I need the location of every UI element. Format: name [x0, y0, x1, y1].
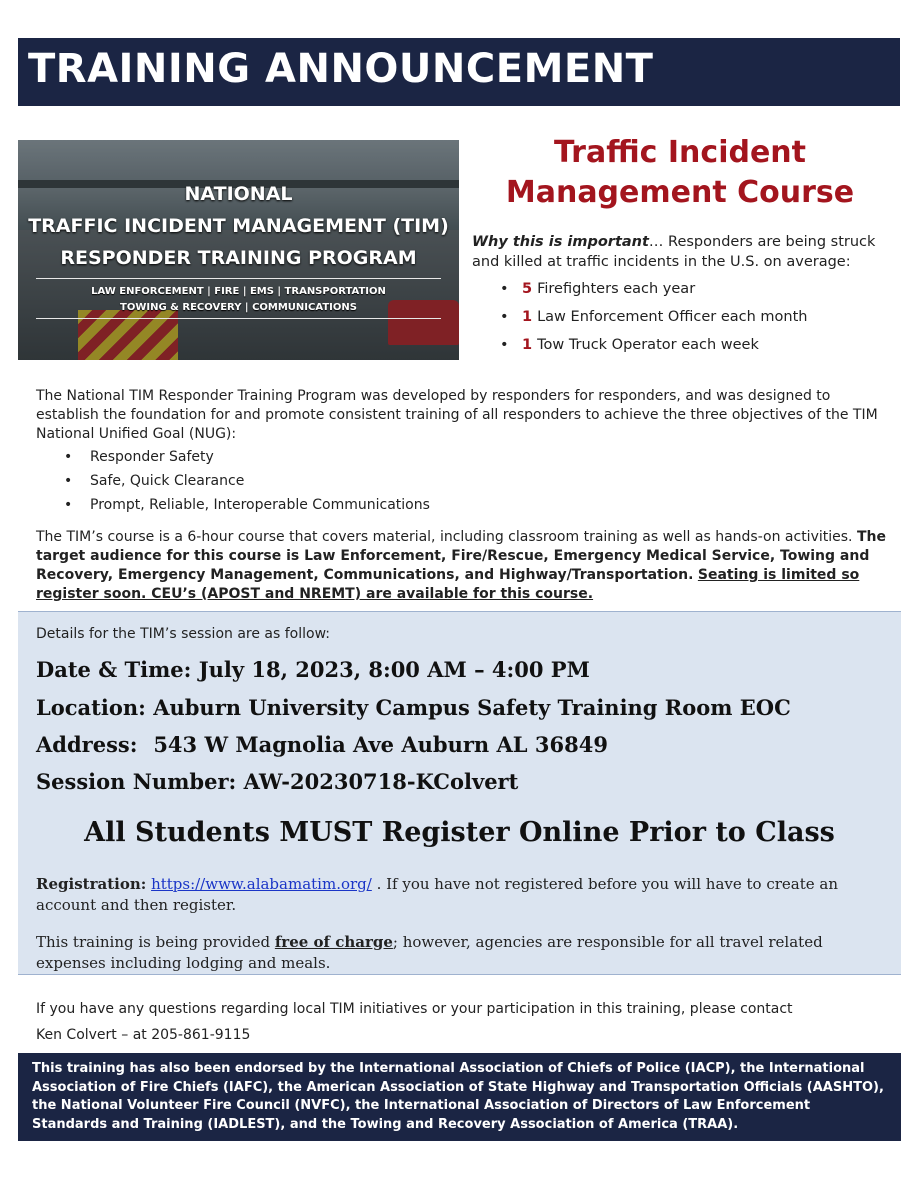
contact-person: Ken Colvert – at 205-861-9115 — [36, 1027, 251, 1043]
location-value: Auburn University Campus Safety Training Room EOC — [153, 695, 791, 720]
course-description-text: The TIM’s course is a 6-hour course that covers material, including classroom training as well as hands-on activities. — [36, 529, 853, 545]
free-of-charge: free of charge — [274, 933, 393, 951]
stat-item — [500, 279, 807, 307]
stat-item — [500, 307, 807, 335]
contact-question: If you have any questions regarding local TIM initiatives or your participation in this training, please contact — [36, 1001, 793, 1017]
why-important — [472, 232, 892, 272]
date-time-line — [36, 657, 590, 682]
seating-notice: Seating is limited so register soon. CEU’s (APOST and NREMT) are available for this course. — [36, 567, 860, 602]
header-banner — [18, 38, 900, 106]
endorsement-footer: This training has also been endorsed by the International Association of Chiefs of Police (IACP), the International Association of Fire Chiefs (IAFC), the American Association of State Highway and Transportation Officials (AASHTO), the National Volunteer Fire Council (NVFC), the International Association of Directors of Law Enforcement Standards and Training (IADLEST), and the Towing and Recovery Association of America (TRAA). — [18, 1053, 901, 1141]
hero-title — [18, 178, 459, 274]
session-number-line — [36, 769, 518, 794]
hero-subtitle-line-1: LAW ENFORCEMENT | FIRE | EMS | TRANSPORTATION — [91, 286, 386, 297]
cost-info — [36, 932, 881, 974]
why-lead: Why this is important — [472, 234, 649, 250]
date-time-value: July 18, 2023, 8:00 AM – 4:00 PM — [198, 657, 590, 682]
stat-text: Tow Truck Operator each week — [537, 337, 759, 353]
cost-text-post: ; however, agencies are responsible for all travel related expenses including lodging and meals. — [36, 933, 823, 972]
objective-item: • Safe, Quick Clearance — [60, 471, 430, 495]
hero-subtitle-line-2: TOWING & RECOVERY | COMMUNICATIONS — [120, 302, 357, 313]
session-number-value: AW-20230718-KColvert — [243, 769, 519, 794]
course-title-line-2: Management Course — [505, 175, 855, 210]
hero-title-line-2: TRAFFIC INCIDENT MANAGEMENT (TIM) — [28, 215, 449, 237]
contact-info — [36, 996, 793, 1048]
registration-text: . If you have not registered before you will have to create an account and then register. — [36, 875, 839, 914]
stat-item — [500, 335, 807, 363]
location-label: Location: — [36, 695, 146, 720]
page-title: TRAINING ANNOUNCEMENT — [28, 46, 654, 92]
registration-label: Registration: — [36, 875, 147, 893]
stat-number: 1 — [522, 309, 533, 325]
why-text: … Responders are being struck and killed at traffic incidents in the U.S. on average: — [472, 234, 876, 270]
objective-item: • Prompt, Reliable, Interoperable Communications — [60, 495, 430, 519]
registration-link[interactable]: https://www.alabamatim.org/ — [151, 875, 372, 893]
date-time-label: Date & Time: — [36, 657, 192, 682]
hero-divider-top — [36, 278, 441, 279]
registration-info — [36, 874, 881, 916]
stat-text: Firefighters each year — [537, 281, 696, 297]
address-value: 543 W Magnolia Ave Auburn AL 36849 — [153, 732, 608, 757]
stat-number: 5 — [522, 281, 533, 297]
details-intro: Details for the TIM’s session are as follow: — [36, 626, 330, 642]
registration-required-notice: All Students MUST Register Online Prior to Class — [84, 817, 835, 848]
cost-text-pre: This training is being provided — [36, 933, 275, 951]
stat-text: Law Enforcement Officer each month — [537, 309, 808, 325]
objective-item: • Responder Safety — [60, 447, 430, 471]
objectives-list — [60, 447, 430, 519]
hero-divider-bottom — [36, 318, 441, 319]
address-label: Address: — [36, 732, 138, 757]
location-line — [36, 695, 791, 720]
fatality-stats-list — [500, 279, 807, 363]
hero-subtitle — [18, 284, 459, 316]
course-description — [36, 528, 886, 604]
program-intro: The National TIM Responder Training Program was developed by responders for responders, and was designed to establish the foundation for and promote consistent training of all responders to achieve the three objectives of the TIM National Unified Goal (NUG): — [36, 388, 878, 442]
hero-title-line-3: RESPONDER TRAINING PROGRAM — [60, 247, 417, 269]
session-number-label: Session Number: — [36, 769, 237, 794]
hero-title-line-1: NATIONAL — [184, 183, 293, 205]
address-line — [36, 732, 608, 757]
course-title — [470, 133, 890, 213]
program-hero-image — [18, 140, 459, 360]
stat-number: 1 — [522, 337, 533, 353]
target-audience: The target audience for this course is Law Enforcement, Fire/Rescue, Emergency Medical Service, Towing and Recovery, Emergency Management, Communications, and Highway/Transportation. — [36, 529, 886, 583]
course-title-line-1: Traffic Incident — [554, 135, 806, 170]
session-details-panel — [18, 611, 901, 975]
